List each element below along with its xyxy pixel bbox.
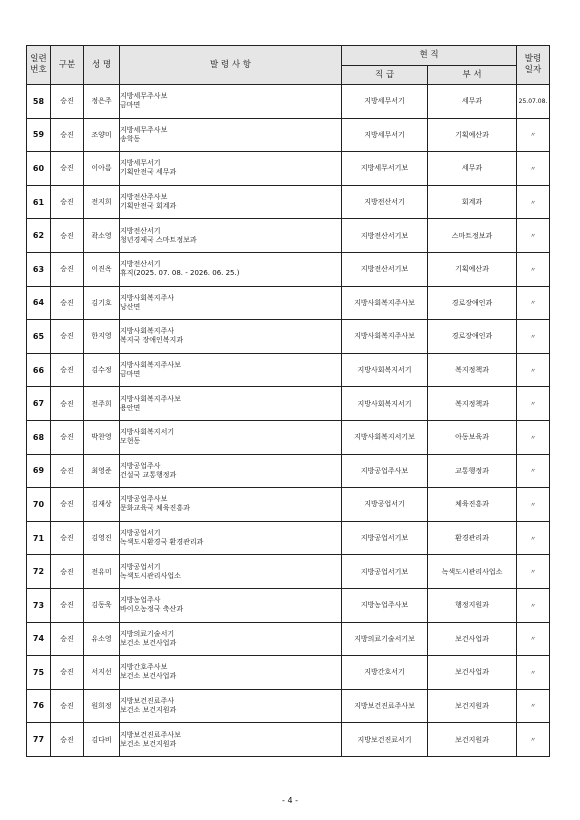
row-current-grade: 지방농업주사보 xyxy=(342,588,428,622)
row-number: 58 xyxy=(27,85,51,119)
appointment-title: 지방전산서기 xyxy=(120,260,161,269)
appointment-post: 용안면 xyxy=(120,403,141,412)
table-row xyxy=(27,152,550,186)
row-number: 73 xyxy=(27,588,51,622)
row-current-dept: 녹색도시관리사업소 xyxy=(428,555,517,589)
row-current-grade: 지방간호서기 xyxy=(342,656,428,690)
row-kind: 승진 xyxy=(51,622,84,656)
row-date: 〃 xyxy=(517,555,550,589)
row-current-dept: 기획예산과 xyxy=(428,252,517,286)
header-seq: 일련 번호 xyxy=(27,46,51,85)
row-current-grade: 지방세무서기보 xyxy=(342,152,428,186)
appointment-post: 보건소 보건사업과 xyxy=(120,638,177,647)
row-current-dept: 보건지원과 xyxy=(428,723,517,757)
row-number: 70 xyxy=(27,488,51,522)
row-appointment xyxy=(120,286,342,320)
row-number: 72 xyxy=(27,555,51,589)
row-date: 〃 xyxy=(517,454,550,488)
row-kind: 승진 xyxy=(51,252,84,286)
row-current-grade: 지방세무서기 xyxy=(342,118,428,152)
row-kind: 승진 xyxy=(51,521,84,555)
row-number: 62 xyxy=(27,219,51,253)
appointment-post: 녹색도시환경국 환경관리과 xyxy=(120,538,204,547)
row-current-grade: 지방공업서기 xyxy=(342,488,428,522)
row-date: 〃 xyxy=(517,353,550,387)
row-number: 71 xyxy=(27,521,51,555)
row-current-dept: 행정지원과 xyxy=(428,588,517,622)
row-kind: 승진 xyxy=(51,353,84,387)
table-row xyxy=(27,85,550,119)
row-name: 김기호 xyxy=(84,286,120,320)
appointment-title: 지방세무주사보 xyxy=(120,92,168,101)
row-current-grade: 지방의료기술서기보 xyxy=(342,622,428,656)
appointment-post: 기획안전국 회계과 xyxy=(120,202,177,211)
row-date: 25.07.08. xyxy=(517,85,550,119)
row-name: 전유미 xyxy=(84,555,120,589)
table-body xyxy=(27,85,550,757)
row-date: 〃 xyxy=(517,420,550,454)
row-appointment xyxy=(120,555,342,589)
row-name: 전주희 xyxy=(84,387,120,421)
table-row xyxy=(27,555,550,589)
row-appointment xyxy=(120,454,342,488)
row-number: 68 xyxy=(27,420,51,454)
appointment-title: 지방사회복지주사보 xyxy=(120,394,181,403)
row-date: 〃 xyxy=(517,622,550,656)
appointment-title: 지방사회복지주사 xyxy=(120,293,175,302)
row-current-dept: 보건지원과 xyxy=(428,689,517,723)
row-name: 원희정 xyxy=(84,689,120,723)
appointment-title: 지방전산서기 xyxy=(120,226,161,235)
row-number: 75 xyxy=(27,656,51,690)
row-current-dept: 경로장애인과 xyxy=(428,286,517,320)
row-kind: 승진 xyxy=(51,387,84,421)
row-number: 77 xyxy=(27,723,51,757)
row-current-grade: 지방보건진료주사보 xyxy=(342,689,428,723)
table-row xyxy=(27,286,550,320)
row-current-grade: 지방전산서기보 xyxy=(342,252,428,286)
row-kind: 승진 xyxy=(51,656,84,690)
row-appointment xyxy=(120,353,342,387)
appointment-title: 지방세무서기 xyxy=(120,159,161,168)
appointment-post: 송학동 xyxy=(120,134,141,143)
row-date: 〃 xyxy=(517,118,550,152)
row-kind: 승진 xyxy=(51,488,84,522)
header-grade: 직 급 xyxy=(342,66,428,85)
row-number: 69 xyxy=(27,454,51,488)
row-name: 조양미 xyxy=(84,118,120,152)
appointment-title: 지방보건진료주사 xyxy=(120,696,175,705)
appointment-post: 금마면 xyxy=(120,370,141,379)
table-row xyxy=(27,353,550,387)
row-number: 60 xyxy=(27,152,51,186)
row-date: 〃 xyxy=(517,320,550,354)
appointment-title: 지방전산주사보 xyxy=(120,193,168,202)
row-appointment xyxy=(120,320,342,354)
row-current-dept: 보건사업과 xyxy=(428,622,517,656)
appointment-post: 보건소 보건지원과 xyxy=(120,705,177,714)
header-current: 현 직 xyxy=(342,46,517,66)
row-number: 65 xyxy=(27,320,51,354)
row-kind: 승진 xyxy=(51,185,84,219)
table-row xyxy=(27,420,550,454)
row-appointment xyxy=(120,219,342,253)
row-kind: 승진 xyxy=(51,85,84,119)
row-appointment xyxy=(120,252,342,286)
row-current-grade: 지방보건진료서기 xyxy=(342,723,428,757)
appointment-post: 건설국 교통행정과 xyxy=(120,470,177,479)
appointment-title: 지방공업주사 xyxy=(120,461,161,470)
row-number: 64 xyxy=(27,286,51,320)
row-current-dept: 복지정책과 xyxy=(428,353,517,387)
row-current-grade: 지방전산서기보 xyxy=(342,219,428,253)
table-row xyxy=(27,387,550,421)
row-current-grade: 지방세무서기 xyxy=(342,85,428,119)
row-current-dept: 회계과 xyxy=(428,185,517,219)
row-current-grade: 지방전산서기 xyxy=(342,185,428,219)
row-name: 박찬영 xyxy=(84,420,120,454)
row-date: 〃 xyxy=(517,723,550,757)
table-row xyxy=(27,622,550,656)
row-appointment xyxy=(120,622,342,656)
table-row xyxy=(27,118,550,152)
table-row xyxy=(27,219,550,253)
appointment-title: 지방의료기술서기 xyxy=(120,629,175,638)
row-current-dept: 세무과 xyxy=(428,152,517,186)
appointment-post: 바이오농정국 축산과 xyxy=(120,605,184,614)
row-kind: 승진 xyxy=(51,689,84,723)
appointment-post: 복지국 장애인복지과 xyxy=(120,336,184,345)
page-number: - 4 - xyxy=(282,796,298,805)
table-row xyxy=(27,656,550,690)
table-row xyxy=(27,521,550,555)
row-current-grade: 지방사회복지서기보 xyxy=(342,420,428,454)
table-row xyxy=(27,488,550,522)
row-number: 76 xyxy=(27,689,51,723)
row-date: 〃 xyxy=(517,252,550,286)
row-date: 〃 xyxy=(517,689,550,723)
appointment-title: 지방사회복지서기 xyxy=(120,428,175,437)
table-row xyxy=(27,723,550,757)
row-current-dept: 복지정책과 xyxy=(428,387,517,421)
appointment-title: 지방보건진료주사보 xyxy=(120,730,181,739)
appointment-post: 기획안전국 세무과 xyxy=(120,168,177,177)
header-name: 성 명 xyxy=(84,46,120,85)
row-appointment xyxy=(120,420,342,454)
row-date: 〃 xyxy=(517,152,550,186)
row-kind: 승진 xyxy=(51,118,84,152)
row-number: 74 xyxy=(27,622,51,656)
row-name: 김동욱 xyxy=(84,588,120,622)
row-date: 〃 xyxy=(517,588,550,622)
row-kind: 승진 xyxy=(51,420,84,454)
row-kind: 승진 xyxy=(51,320,84,354)
row-current-grade: 지방사회복지서기 xyxy=(342,387,428,421)
row-kind: 승진 xyxy=(51,152,84,186)
row-appointment xyxy=(120,656,342,690)
row-kind: 승진 xyxy=(51,555,84,589)
row-appointment xyxy=(120,723,342,757)
row-number: 63 xyxy=(27,252,51,286)
row-kind: 승진 xyxy=(51,219,84,253)
row-name: 서지선 xyxy=(84,656,120,690)
row-name: 김수정 xyxy=(84,353,120,387)
row-kind: 승진 xyxy=(51,723,84,757)
appointment-title: 지방공업서기 xyxy=(120,562,161,571)
row-number: 66 xyxy=(27,353,51,387)
row-appointment xyxy=(120,689,342,723)
row-number: 61 xyxy=(27,185,51,219)
personnel-table xyxy=(26,45,550,757)
row-name: 곽소영 xyxy=(84,219,120,253)
header-date: 발령 일자 xyxy=(517,46,550,85)
row-kind: 승진 xyxy=(51,286,84,320)
row-date: 〃 xyxy=(517,286,550,320)
row-current-dept: 기획예산과 xyxy=(428,118,517,152)
row-name: 유소영 xyxy=(84,622,120,656)
row-number: 59 xyxy=(27,118,51,152)
row-name: 정은주 xyxy=(84,85,120,119)
row-name: 김영진 xyxy=(84,521,120,555)
table-row xyxy=(27,588,550,622)
appointment-title: 지방사회복지주사 xyxy=(120,327,175,336)
row-current-grade: 지방사회복지주사보 xyxy=(342,286,428,320)
row-name: 최영준 xyxy=(84,454,120,488)
row-current-grade: 지방사회복지주사보 xyxy=(342,320,428,354)
appointment-post: 낭산면 xyxy=(120,302,141,311)
row-current-dept: 보건사업과 xyxy=(428,656,517,690)
table-row xyxy=(27,252,550,286)
table-row xyxy=(27,320,550,354)
row-current-grade: 지방공업서기보 xyxy=(342,521,428,555)
row-name: 이아름 xyxy=(84,152,120,186)
row-date: 〃 xyxy=(517,521,550,555)
row-date: 〃 xyxy=(517,656,550,690)
row-current-dept: 아동보육과 xyxy=(428,420,517,454)
row-kind: 승진 xyxy=(51,454,84,488)
table-header xyxy=(27,46,550,85)
row-appointment xyxy=(120,521,342,555)
row-date: 〃 xyxy=(517,488,550,522)
appointment-post: 모현동 xyxy=(120,437,141,446)
row-kind: 승진 xyxy=(51,588,84,622)
row-date: 〃 xyxy=(517,219,550,253)
row-name: 김다비 xyxy=(84,723,120,757)
row-appointment xyxy=(120,588,342,622)
table-row xyxy=(27,689,550,723)
row-current-dept: 교통행정과 xyxy=(428,454,517,488)
row-appointment xyxy=(120,118,342,152)
appointment-title: 지방세무주사보 xyxy=(120,125,168,134)
row-current-dept: 체육진흥과 xyxy=(428,488,517,522)
appointment-post: 보건소 보건지원과 xyxy=(120,739,177,748)
table-row xyxy=(27,185,550,219)
row-appointment xyxy=(120,488,342,522)
row-name: 김재상 xyxy=(84,488,120,522)
appointment-post: 문화교육국 체육진흥과 xyxy=(120,504,190,513)
row-current-dept: 경로장애인과 xyxy=(428,320,517,354)
header-dept: 부 서 xyxy=(428,66,517,85)
table-row xyxy=(27,454,550,488)
appointment-title: 지방공업주사보 xyxy=(120,495,168,504)
row-current-dept: 세무과 xyxy=(428,85,517,119)
row-current-dept: 환경관리과 xyxy=(428,521,517,555)
appointment-title: 지방사회복지주사보 xyxy=(120,361,181,370)
row-current-dept: 스마트정보과 xyxy=(428,219,517,253)
row-date: 〃 xyxy=(517,387,550,421)
row-appointment xyxy=(120,85,342,119)
appointment-post: 청년경제국 스마트정보과 xyxy=(120,235,197,244)
appointment-post: 보건소 보건사업과 xyxy=(120,672,177,681)
appointment-title: 지방간호주사보 xyxy=(120,663,168,672)
header-kind: 구분 xyxy=(51,46,84,85)
appointment-title: 지방공업서기 xyxy=(120,529,161,538)
appointment-title: 지방농업주사 xyxy=(120,596,161,605)
row-current-grade: 지방공업주사보 xyxy=(342,454,428,488)
row-name: 한지영 xyxy=(84,320,120,354)
row-appointment xyxy=(120,152,342,186)
appointment-post: 휴직(2025. 07. 08. - 2026. 06. 25.) xyxy=(120,269,240,278)
row-date: 〃 xyxy=(517,185,550,219)
row-number: 67 xyxy=(27,387,51,421)
row-current-grade: 지방사회복지서기 xyxy=(342,353,428,387)
appointment-post: 금마면 xyxy=(120,101,141,110)
appointment-post: 녹색도시관리사업소 xyxy=(120,571,181,580)
row-appointment xyxy=(120,185,342,219)
row-name: 전지희 xyxy=(84,185,120,219)
row-name: 이진옥 xyxy=(84,252,120,286)
row-current-grade: 지방공업서기보 xyxy=(342,555,428,589)
row-appointment xyxy=(120,387,342,421)
header-appointment: 발 령 사 항 xyxy=(120,46,342,85)
